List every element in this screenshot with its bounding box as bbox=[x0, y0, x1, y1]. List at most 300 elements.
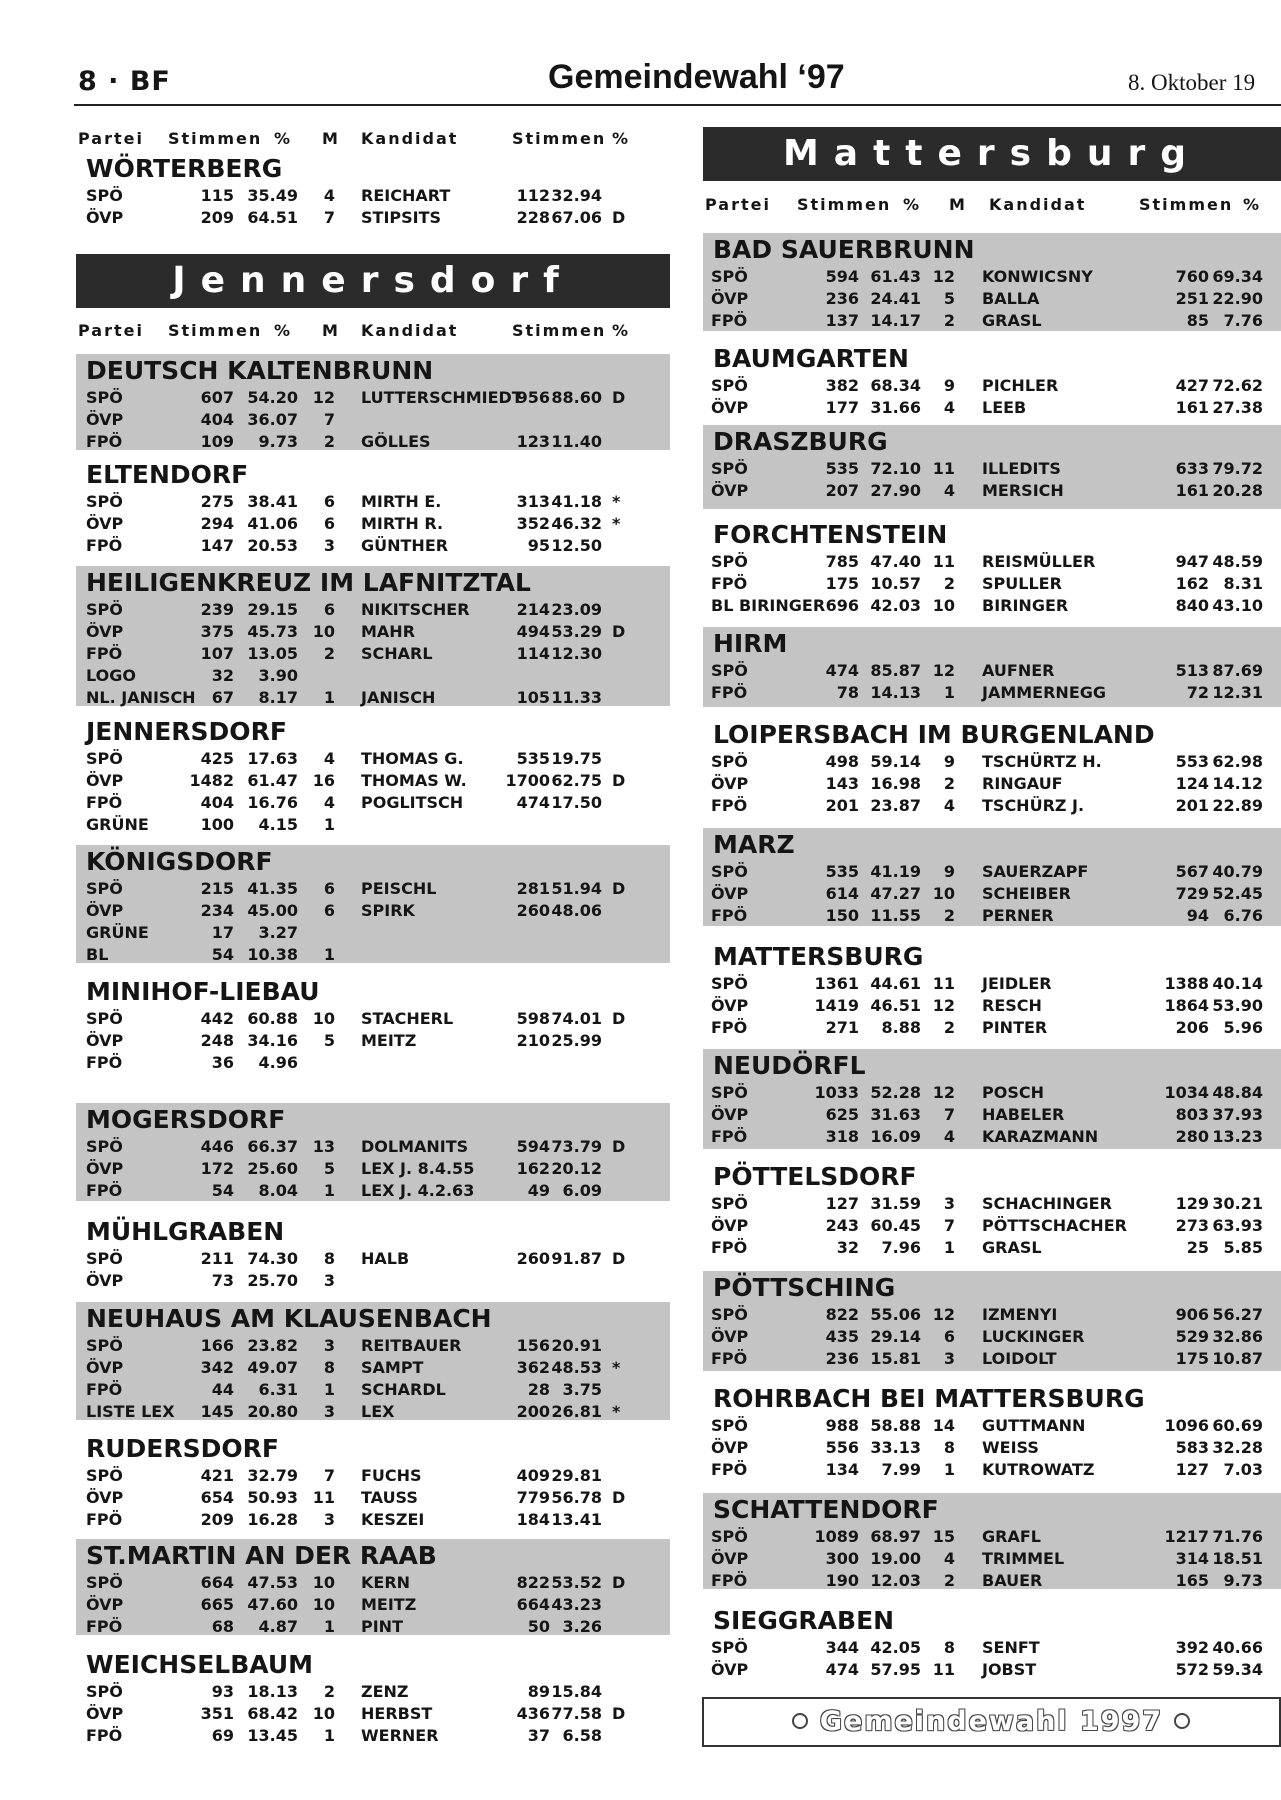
candidate-votes: 779 bbox=[516, 1488, 550, 1507]
party-name: LISTE LEX bbox=[86, 1402, 175, 1421]
party-percent: 55.06 bbox=[870, 1305, 921, 1324]
party-percent: 68.97 bbox=[870, 1527, 921, 1546]
candidate-name: TRIMMEL bbox=[982, 1549, 1065, 1568]
party-percent: 11.55 bbox=[870, 906, 921, 925]
candidate-name: STIPSITS bbox=[361, 208, 442, 227]
candidate-votes: 228 bbox=[516, 208, 550, 227]
municipality-name: HIRM bbox=[713, 629, 788, 658]
candidate-votes: 112 bbox=[516, 186, 550, 205]
municipality-block bbox=[76, 354, 670, 450]
party-votes: 421 bbox=[200, 1466, 234, 1485]
party-percent: 59.14 bbox=[870, 752, 921, 771]
candidate-name: FUCHS bbox=[361, 1466, 422, 1485]
result-row bbox=[76, 1336, 670, 1358]
result-row bbox=[703, 1127, 1281, 1149]
party-name: SPÖ bbox=[86, 749, 123, 768]
municipality-block bbox=[703, 1049, 1281, 1149]
result-row bbox=[703, 1238, 1281, 1260]
party-votes: 1419 bbox=[814, 996, 859, 1015]
candidate-votes: 184 bbox=[516, 1510, 550, 1529]
column-header-stimmen: Stimmen bbox=[168, 129, 263, 148]
mandates: 4 bbox=[943, 796, 955, 815]
mandates: 6 bbox=[323, 879, 335, 898]
candidate-votes: 210 bbox=[516, 1031, 550, 1050]
mandates: 12 bbox=[932, 267, 955, 286]
party-percent: 20.53 bbox=[247, 536, 298, 555]
candidate-name: PERNER bbox=[982, 906, 1054, 925]
candidate-votes: 427 bbox=[1175, 376, 1209, 395]
candidate-votes: 37 bbox=[527, 1726, 550, 1745]
mandates: 4 bbox=[943, 398, 955, 417]
candidate-percent: 7.03 bbox=[1223, 1460, 1263, 1479]
party-percent: 19.00 bbox=[870, 1549, 921, 1568]
municipality-name: FORCHTENSTEIN bbox=[713, 520, 948, 549]
mandates: 9 bbox=[943, 376, 955, 395]
result-row bbox=[76, 793, 670, 815]
candidate-votes: 494 bbox=[516, 622, 550, 641]
party-votes: 271 bbox=[825, 1018, 859, 1037]
party-percent: 10.38 bbox=[247, 945, 298, 964]
candidate-percent: 11.40 bbox=[551, 432, 602, 451]
party-name: SPÖ bbox=[711, 459, 748, 478]
result-row bbox=[703, 1305, 1281, 1327]
candidate-votes: 273 bbox=[1175, 1216, 1209, 1235]
mandates: 11 bbox=[312, 1488, 335, 1507]
party-percent: 31.59 bbox=[870, 1194, 921, 1213]
party-percent: 61.43 bbox=[870, 267, 921, 286]
candidate-votes: 553 bbox=[1175, 752, 1209, 771]
candidate-name: LEX J. 8.4.55 bbox=[361, 1159, 475, 1178]
party-votes: 236 bbox=[825, 289, 859, 308]
party-percent: 42.05 bbox=[870, 1638, 921, 1657]
mandates: 1 bbox=[943, 683, 955, 702]
candidate-name: JANISCH bbox=[361, 688, 436, 707]
candidate-percent: 40.79 bbox=[1212, 862, 1263, 881]
candidate-name: NIKITSCHER bbox=[361, 600, 470, 619]
result-row bbox=[703, 311, 1281, 333]
candidate-name: REISMÜLLER bbox=[982, 552, 1096, 571]
result-row bbox=[703, 796, 1281, 818]
candidate-percent: 19.75 bbox=[551, 749, 602, 768]
party-votes: 696 bbox=[825, 596, 859, 615]
party-votes: 44 bbox=[211, 1380, 234, 1399]
party-votes: 54 bbox=[211, 945, 234, 964]
municipality-block bbox=[76, 566, 670, 706]
mandates: 2 bbox=[323, 432, 335, 451]
candidate-percent: 41.18 bbox=[551, 492, 602, 511]
result-row bbox=[703, 289, 1281, 311]
result-row bbox=[76, 1271, 670, 1293]
candidate-name: JOBST bbox=[982, 1660, 1037, 1679]
result-row bbox=[76, 208, 670, 230]
party-votes: 382 bbox=[825, 376, 859, 395]
party-name: ÖVP bbox=[86, 1159, 124, 1178]
party-votes: 535 bbox=[825, 862, 859, 881]
candidate-percent: 5.96 bbox=[1223, 1018, 1263, 1037]
result-row bbox=[76, 1488, 670, 1510]
header-rule bbox=[74, 104, 1281, 106]
result-row bbox=[76, 1009, 670, 1031]
result-row bbox=[703, 906, 1281, 928]
mayor-flag: D bbox=[612, 1704, 626, 1723]
candidate-votes: 49 bbox=[527, 1181, 550, 1200]
candidate-name: REITBAUER bbox=[361, 1336, 462, 1355]
candidate-name: GRASL bbox=[982, 311, 1042, 330]
candidate-percent: 51.94 bbox=[551, 879, 602, 898]
party-percent: 47.60 bbox=[247, 1595, 298, 1614]
municipality-name: DRASZBURG bbox=[713, 427, 888, 456]
candidate-name: LUCKINGER bbox=[982, 1327, 1085, 1346]
party-percent: 42.03 bbox=[870, 596, 921, 615]
party-percent: 41.06 bbox=[247, 514, 298, 533]
result-row bbox=[76, 1510, 670, 1532]
candidate-votes: 313 bbox=[516, 492, 550, 511]
mandates: 10 bbox=[312, 1009, 335, 1028]
party-votes: 822 bbox=[825, 1305, 859, 1324]
candidate-name: SPULLER bbox=[982, 574, 1062, 593]
mayor-flag: D bbox=[612, 1249, 626, 1268]
mandates: 10 bbox=[312, 622, 335, 641]
party-name: ÖVP bbox=[711, 1660, 749, 1679]
party-name: GRÜNE bbox=[86, 815, 149, 834]
candidate-name: POGLITSCH bbox=[361, 793, 464, 812]
mandates: 2 bbox=[943, 1018, 955, 1037]
result-row bbox=[76, 536, 670, 558]
municipality-block bbox=[703, 425, 1281, 509]
party-votes: 318 bbox=[825, 1127, 859, 1146]
municipality-block bbox=[703, 718, 1281, 818]
candidate-votes: 436 bbox=[516, 1704, 550, 1723]
municipality-block bbox=[703, 1382, 1281, 1482]
mandates: 11 bbox=[932, 1660, 955, 1679]
column-header-kandidat: Kandidat bbox=[361, 321, 459, 340]
candidate-name: GÜNTHER bbox=[361, 536, 449, 555]
result-row bbox=[76, 879, 670, 901]
candidate-percent: 40.66 bbox=[1212, 1638, 1263, 1657]
party-name: ÖVP bbox=[711, 1438, 749, 1457]
candidate-percent: 6.58 bbox=[562, 1726, 602, 1745]
candidate-votes: 633 bbox=[1175, 459, 1209, 478]
candidate-votes: 280 bbox=[1175, 1127, 1209, 1146]
region-banner-jennersdorf: Jennersdorf bbox=[76, 254, 670, 308]
candidate-percent: 13.23 bbox=[1212, 1127, 1263, 1146]
candidate-name: IZMENYI bbox=[982, 1305, 1058, 1324]
party-percent: 8.88 bbox=[881, 1018, 921, 1037]
party-votes: 73 bbox=[211, 1271, 234, 1290]
column-header-stimmen2: Stimmen bbox=[1139, 195, 1234, 214]
column-header-pct2: % bbox=[1243, 195, 1262, 214]
candidate-votes: 94 bbox=[1186, 906, 1209, 925]
party-name: BL BIRINGER bbox=[711, 596, 826, 615]
candidate-votes: 25 bbox=[1186, 1238, 1209, 1257]
result-row bbox=[76, 514, 670, 536]
candidate-percent: 48.59 bbox=[1212, 552, 1263, 571]
party-votes: 442 bbox=[200, 1009, 234, 1028]
candidate-percent: 13.41 bbox=[551, 1510, 602, 1529]
candidate-percent: 25.99 bbox=[551, 1031, 602, 1050]
candidate-percent: 48.53 bbox=[551, 1358, 602, 1377]
candidate-name: MIRTH E. bbox=[361, 492, 442, 511]
municipality-block bbox=[703, 342, 1281, 418]
candidate-percent: 52.45 bbox=[1212, 884, 1263, 903]
mandates: 10 bbox=[312, 1573, 335, 1592]
party-votes: 498 bbox=[825, 752, 859, 771]
page-title: Gemeindewahl ‘97 bbox=[548, 58, 845, 96]
result-row bbox=[703, 1018, 1281, 1040]
mandates: 3 bbox=[323, 1510, 335, 1529]
result-row bbox=[703, 974, 1281, 996]
candidate-percent: 56.78 bbox=[551, 1488, 602, 1507]
mayor-flag: * bbox=[612, 1402, 621, 1421]
mandates: 1 bbox=[323, 1726, 335, 1745]
mandates: 7 bbox=[943, 1105, 955, 1124]
party-percent: 41.19 bbox=[870, 862, 921, 881]
candidate-name: TSCHÜRZ J. bbox=[982, 796, 1085, 815]
party-votes: 654 bbox=[200, 1488, 234, 1507]
party-name: FPÖ bbox=[86, 1181, 123, 1200]
candidate-name: HABELER bbox=[982, 1105, 1065, 1124]
candidate-votes: 123 bbox=[516, 432, 550, 451]
candidate-percent: 12.30 bbox=[551, 644, 602, 663]
candidate-votes: 251 bbox=[1175, 289, 1209, 308]
party-name: ÖVP bbox=[86, 1358, 124, 1377]
party-name: FPÖ bbox=[711, 1571, 748, 1590]
candidate-percent: 91.87 bbox=[551, 1249, 602, 1268]
party-name: ÖVP bbox=[711, 884, 749, 903]
municipality-name: PÖTTSCHING bbox=[713, 1273, 896, 1302]
mandates: 7 bbox=[943, 1216, 955, 1235]
party-votes: 614 bbox=[825, 884, 859, 903]
candidate-percent: 3.26 bbox=[562, 1617, 602, 1636]
candidate-percent: 9.73 bbox=[1223, 1571, 1263, 1590]
municipality-block bbox=[703, 1160, 1281, 1260]
result-row bbox=[76, 749, 670, 771]
candidate-percent: 32.86 bbox=[1212, 1327, 1263, 1346]
mandates: 1 bbox=[943, 1460, 955, 1479]
municipality-block bbox=[703, 940, 1281, 1040]
mandates: 4 bbox=[323, 186, 335, 205]
party-votes: 134 bbox=[825, 1460, 859, 1479]
candidate-percent: 72.62 bbox=[1212, 376, 1263, 395]
mandates: 8 bbox=[943, 1438, 955, 1457]
party-name: SPÖ bbox=[86, 1009, 123, 1028]
candidate-name: LUTTERSCHMIEDT bbox=[361, 388, 523, 407]
party-name: SPÖ bbox=[86, 388, 123, 407]
party-percent: 29.14 bbox=[870, 1327, 921, 1346]
party-votes: 344 bbox=[825, 1638, 859, 1657]
party-votes: 68 bbox=[211, 1617, 234, 1636]
party-votes: 32 bbox=[211, 666, 234, 685]
party-votes: 54 bbox=[211, 1181, 234, 1200]
party-percent: 74.30 bbox=[247, 1249, 298, 1268]
candidate-votes: 822 bbox=[516, 1573, 550, 1592]
result-row bbox=[703, 862, 1281, 884]
party-percent: 45.73 bbox=[247, 622, 298, 641]
party-votes: 172 bbox=[200, 1159, 234, 1178]
mandates: 11 bbox=[932, 552, 955, 571]
result-row bbox=[76, 666, 670, 688]
candidate-percent: 12.31 bbox=[1212, 683, 1263, 702]
party-name: ÖVP bbox=[86, 1595, 124, 1614]
candidate-votes: 1864 bbox=[1164, 996, 1209, 1015]
candidate-name: BIRINGER bbox=[982, 596, 1069, 615]
column-header-stimmen: Stimmen bbox=[797, 195, 892, 214]
column-header-pct2: % bbox=[612, 321, 631, 340]
party-percent: 3.90 bbox=[258, 666, 298, 685]
party-percent: 54.20 bbox=[247, 388, 298, 407]
mandates: 5 bbox=[943, 289, 955, 308]
party-votes: 425 bbox=[200, 749, 234, 768]
party-percent: 31.66 bbox=[870, 398, 921, 417]
mandates: 2 bbox=[943, 574, 955, 593]
result-row bbox=[703, 376, 1281, 398]
candidate-votes: 165 bbox=[1175, 1571, 1209, 1590]
party-name: SPÖ bbox=[86, 1336, 123, 1355]
candidate-percent: 43.23 bbox=[551, 1595, 602, 1614]
party-votes: 474 bbox=[825, 1660, 859, 1679]
candidate-percent: 32.28 bbox=[1212, 1438, 1263, 1457]
column-header-pct: % bbox=[274, 129, 293, 148]
result-row bbox=[703, 996, 1281, 1018]
candidate-name: PÖTTSCHACHER bbox=[982, 1216, 1127, 1235]
party-name: FPÖ bbox=[711, 1460, 748, 1479]
party-percent: 61.47 bbox=[247, 771, 298, 790]
municipality-block bbox=[76, 1215, 670, 1289]
municipality-name: MATTERSBURG bbox=[713, 942, 924, 971]
mayor-flag: D bbox=[612, 208, 626, 227]
municipality-name: ST.MARTIN AN DER RAAB bbox=[86, 1541, 437, 1570]
party-votes: 147 bbox=[200, 536, 234, 555]
municipality-name: HEILIGENKREUZ IM LAFNITZTAL bbox=[86, 568, 531, 597]
party-votes: 137 bbox=[825, 311, 859, 330]
party-name: SPÖ bbox=[86, 492, 123, 511]
candidate-votes: 409 bbox=[516, 1466, 550, 1485]
result-row bbox=[76, 410, 670, 432]
party-percent: 4.15 bbox=[258, 815, 298, 834]
municipality-name: ROHRBACH BEI MATTERSBURG bbox=[713, 1384, 1145, 1413]
party-name: FPÖ bbox=[86, 1053, 123, 1072]
result-row bbox=[76, 1380, 670, 1402]
candidate-percent: 12.50 bbox=[551, 536, 602, 555]
candidate-votes: 200 bbox=[516, 1402, 550, 1421]
result-row bbox=[703, 1194, 1281, 1216]
party-votes: 67 bbox=[211, 688, 234, 707]
party-name: SPÖ bbox=[86, 600, 123, 619]
municipality-block bbox=[703, 1271, 1281, 1371]
mayor-flag: * bbox=[612, 1358, 621, 1377]
party-votes: 664 bbox=[200, 1573, 234, 1592]
municipality-block bbox=[76, 975, 670, 1072]
party-name: SPÖ bbox=[711, 1305, 748, 1324]
candidate-percent: 20.28 bbox=[1212, 481, 1263, 500]
municipality-block bbox=[703, 233, 1281, 331]
region-banner-mattersburg: Mattersburg bbox=[703, 127, 1281, 181]
result-row bbox=[76, 1053, 670, 1075]
candidate-votes: 105 bbox=[516, 688, 550, 707]
candidate-votes: 260 bbox=[516, 1249, 550, 1268]
candidate-votes: 156 bbox=[516, 1336, 550, 1355]
candidate-name: MEITZ bbox=[361, 1595, 417, 1614]
result-row bbox=[703, 459, 1281, 481]
candidate-votes: 314 bbox=[1175, 1549, 1209, 1568]
party-name: SPÖ bbox=[86, 186, 123, 205]
result-row bbox=[76, 923, 670, 945]
candidate-percent: 43.10 bbox=[1212, 596, 1263, 615]
candidate-votes: 127 bbox=[1175, 1460, 1209, 1479]
result-row bbox=[703, 1660, 1281, 1682]
party-votes: 36 bbox=[211, 1053, 234, 1072]
party-votes: 1361 bbox=[814, 974, 859, 993]
municipality-name: BAD SAUERBRUNN bbox=[713, 235, 975, 264]
candidate-name: MAHR bbox=[361, 622, 416, 641]
party-votes: 207 bbox=[825, 481, 859, 500]
mayor-flag: D bbox=[612, 622, 626, 641]
mandates: 6 bbox=[323, 514, 335, 533]
party-percent: 14.17 bbox=[870, 311, 921, 330]
party-percent: 33.13 bbox=[870, 1438, 921, 1457]
party-votes: 209 bbox=[200, 1510, 234, 1529]
candidate-percent: 22.90 bbox=[1212, 289, 1263, 308]
party-percent: 8.17 bbox=[258, 688, 298, 707]
column-header-partei: Partei bbox=[705, 195, 771, 214]
candidate-name: SCHARL bbox=[361, 644, 433, 663]
candidate-percent: 48.84 bbox=[1212, 1083, 1263, 1102]
party-votes: 107 bbox=[200, 644, 234, 663]
result-row bbox=[76, 1726, 670, 1748]
party-votes: 342 bbox=[200, 1358, 234, 1377]
party-percent: 17.63 bbox=[247, 749, 298, 768]
mandates: 6 bbox=[323, 901, 335, 920]
candidate-votes: 529 bbox=[1175, 1327, 1209, 1346]
candidate-percent: 8.31 bbox=[1223, 574, 1263, 593]
mayor-flag: D bbox=[612, 771, 626, 790]
party-votes: 351 bbox=[200, 1704, 234, 1723]
mandates: 1 bbox=[323, 945, 335, 964]
municipality-name: MINIHOF-LIEBAU bbox=[86, 977, 320, 1006]
candidate-name: GRAFL bbox=[982, 1527, 1041, 1546]
party-percent: 32.79 bbox=[247, 1466, 298, 1485]
candidate-percent: 40.14 bbox=[1212, 974, 1263, 993]
party-percent: 45.00 bbox=[247, 901, 298, 920]
party-percent: 12.03 bbox=[870, 1571, 921, 1590]
column-header-m: M bbox=[322, 129, 340, 148]
municipality-name: NEUDÖRFL bbox=[713, 1051, 866, 1080]
mandates: 8 bbox=[323, 1358, 335, 1377]
municipality-block bbox=[76, 845, 670, 963]
party-votes: 190 bbox=[825, 1571, 859, 1590]
candidate-name: LEEB bbox=[982, 398, 1027, 417]
result-row bbox=[76, 1031, 670, 1053]
party-name: ÖVP bbox=[86, 1704, 124, 1723]
party-votes: 404 bbox=[200, 793, 234, 812]
candidate-percent: 22.89 bbox=[1212, 796, 1263, 815]
party-name: ÖVP bbox=[86, 771, 124, 790]
candidate-name: RESCH bbox=[982, 996, 1042, 1015]
party-votes: 236 bbox=[825, 1349, 859, 1368]
mandates: 4 bbox=[323, 793, 335, 812]
candidate-name: SCHARDL bbox=[361, 1380, 446, 1399]
candidate-name: KARAZMANN bbox=[982, 1127, 1099, 1146]
mandates: 8 bbox=[323, 1249, 335, 1268]
candidate-percent: 7.76 bbox=[1223, 311, 1263, 330]
mandates: 1 bbox=[323, 815, 335, 834]
mandates: 5 bbox=[323, 1031, 335, 1050]
party-votes: 115 bbox=[200, 186, 234, 205]
party-name: ÖVP bbox=[711, 1216, 749, 1235]
party-name: SPÖ bbox=[711, 552, 748, 571]
result-row bbox=[76, 1704, 670, 1726]
party-name: FPÖ bbox=[711, 1349, 748, 1368]
